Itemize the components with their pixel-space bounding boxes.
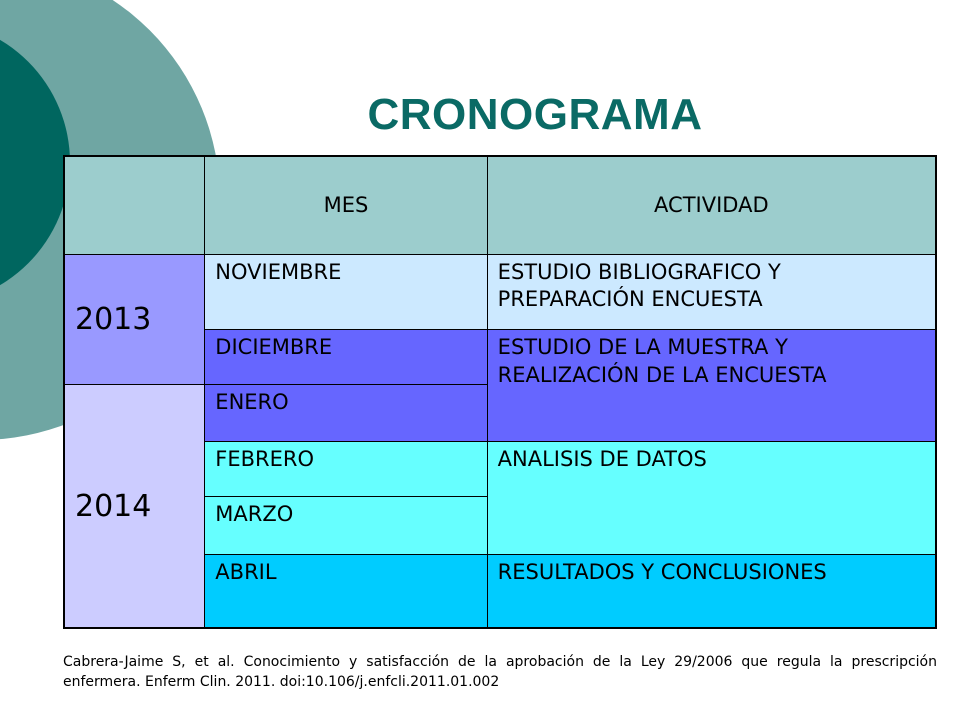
month-cell: MARZO [205, 496, 487, 554]
table-header-row [64, 156, 936, 254]
year-cell-2013: 2013 [64, 254, 205, 385]
header-cell-actividad: ACTIVIDAD [487, 156, 936, 254]
schedule-table [63, 155, 937, 629]
month-cell: ABRIL [205, 555, 487, 628]
activity-cell: ANALISIS DE DATOS [487, 441, 936, 554]
table-row [64, 254, 936, 329]
header-cell-mes: MES [205, 156, 487, 254]
month-cell: FEBRERO [205, 441, 487, 496]
activity-cell: ESTUDIO BIBLIOGRAFICO Y PREPARACIÓN ENCUESTA [487, 254, 936, 329]
year-cell-2014: 2014 [64, 385, 205, 628]
citation-text: Cabrera-Jaime S, et al. Conocimiento y satisfacción de la aprobación de la Ley 29/2006 que regula la prescripción enfermera. Enferm Clin. 2011. doi:10.106/j.enfcli.2011.01.002 [63, 654, 937, 690]
month-cell: DICIEMBRE [205, 330, 487, 385]
page-title: CRONOGRAMA [367, 90, 703, 139]
activity-cell: ESTUDIO DE LA MUESTRA Y REALIZACIÓN DE LA ENCUESTA [487, 330, 936, 441]
month-cell: NOVIEMBRE [205, 254, 487, 329]
month-cell: ENERO [205, 385, 487, 441]
header-cell-empty [64, 156, 205, 254]
activity-cell: RESULTADOS Y CONCLUSIONES [487, 555, 936, 628]
